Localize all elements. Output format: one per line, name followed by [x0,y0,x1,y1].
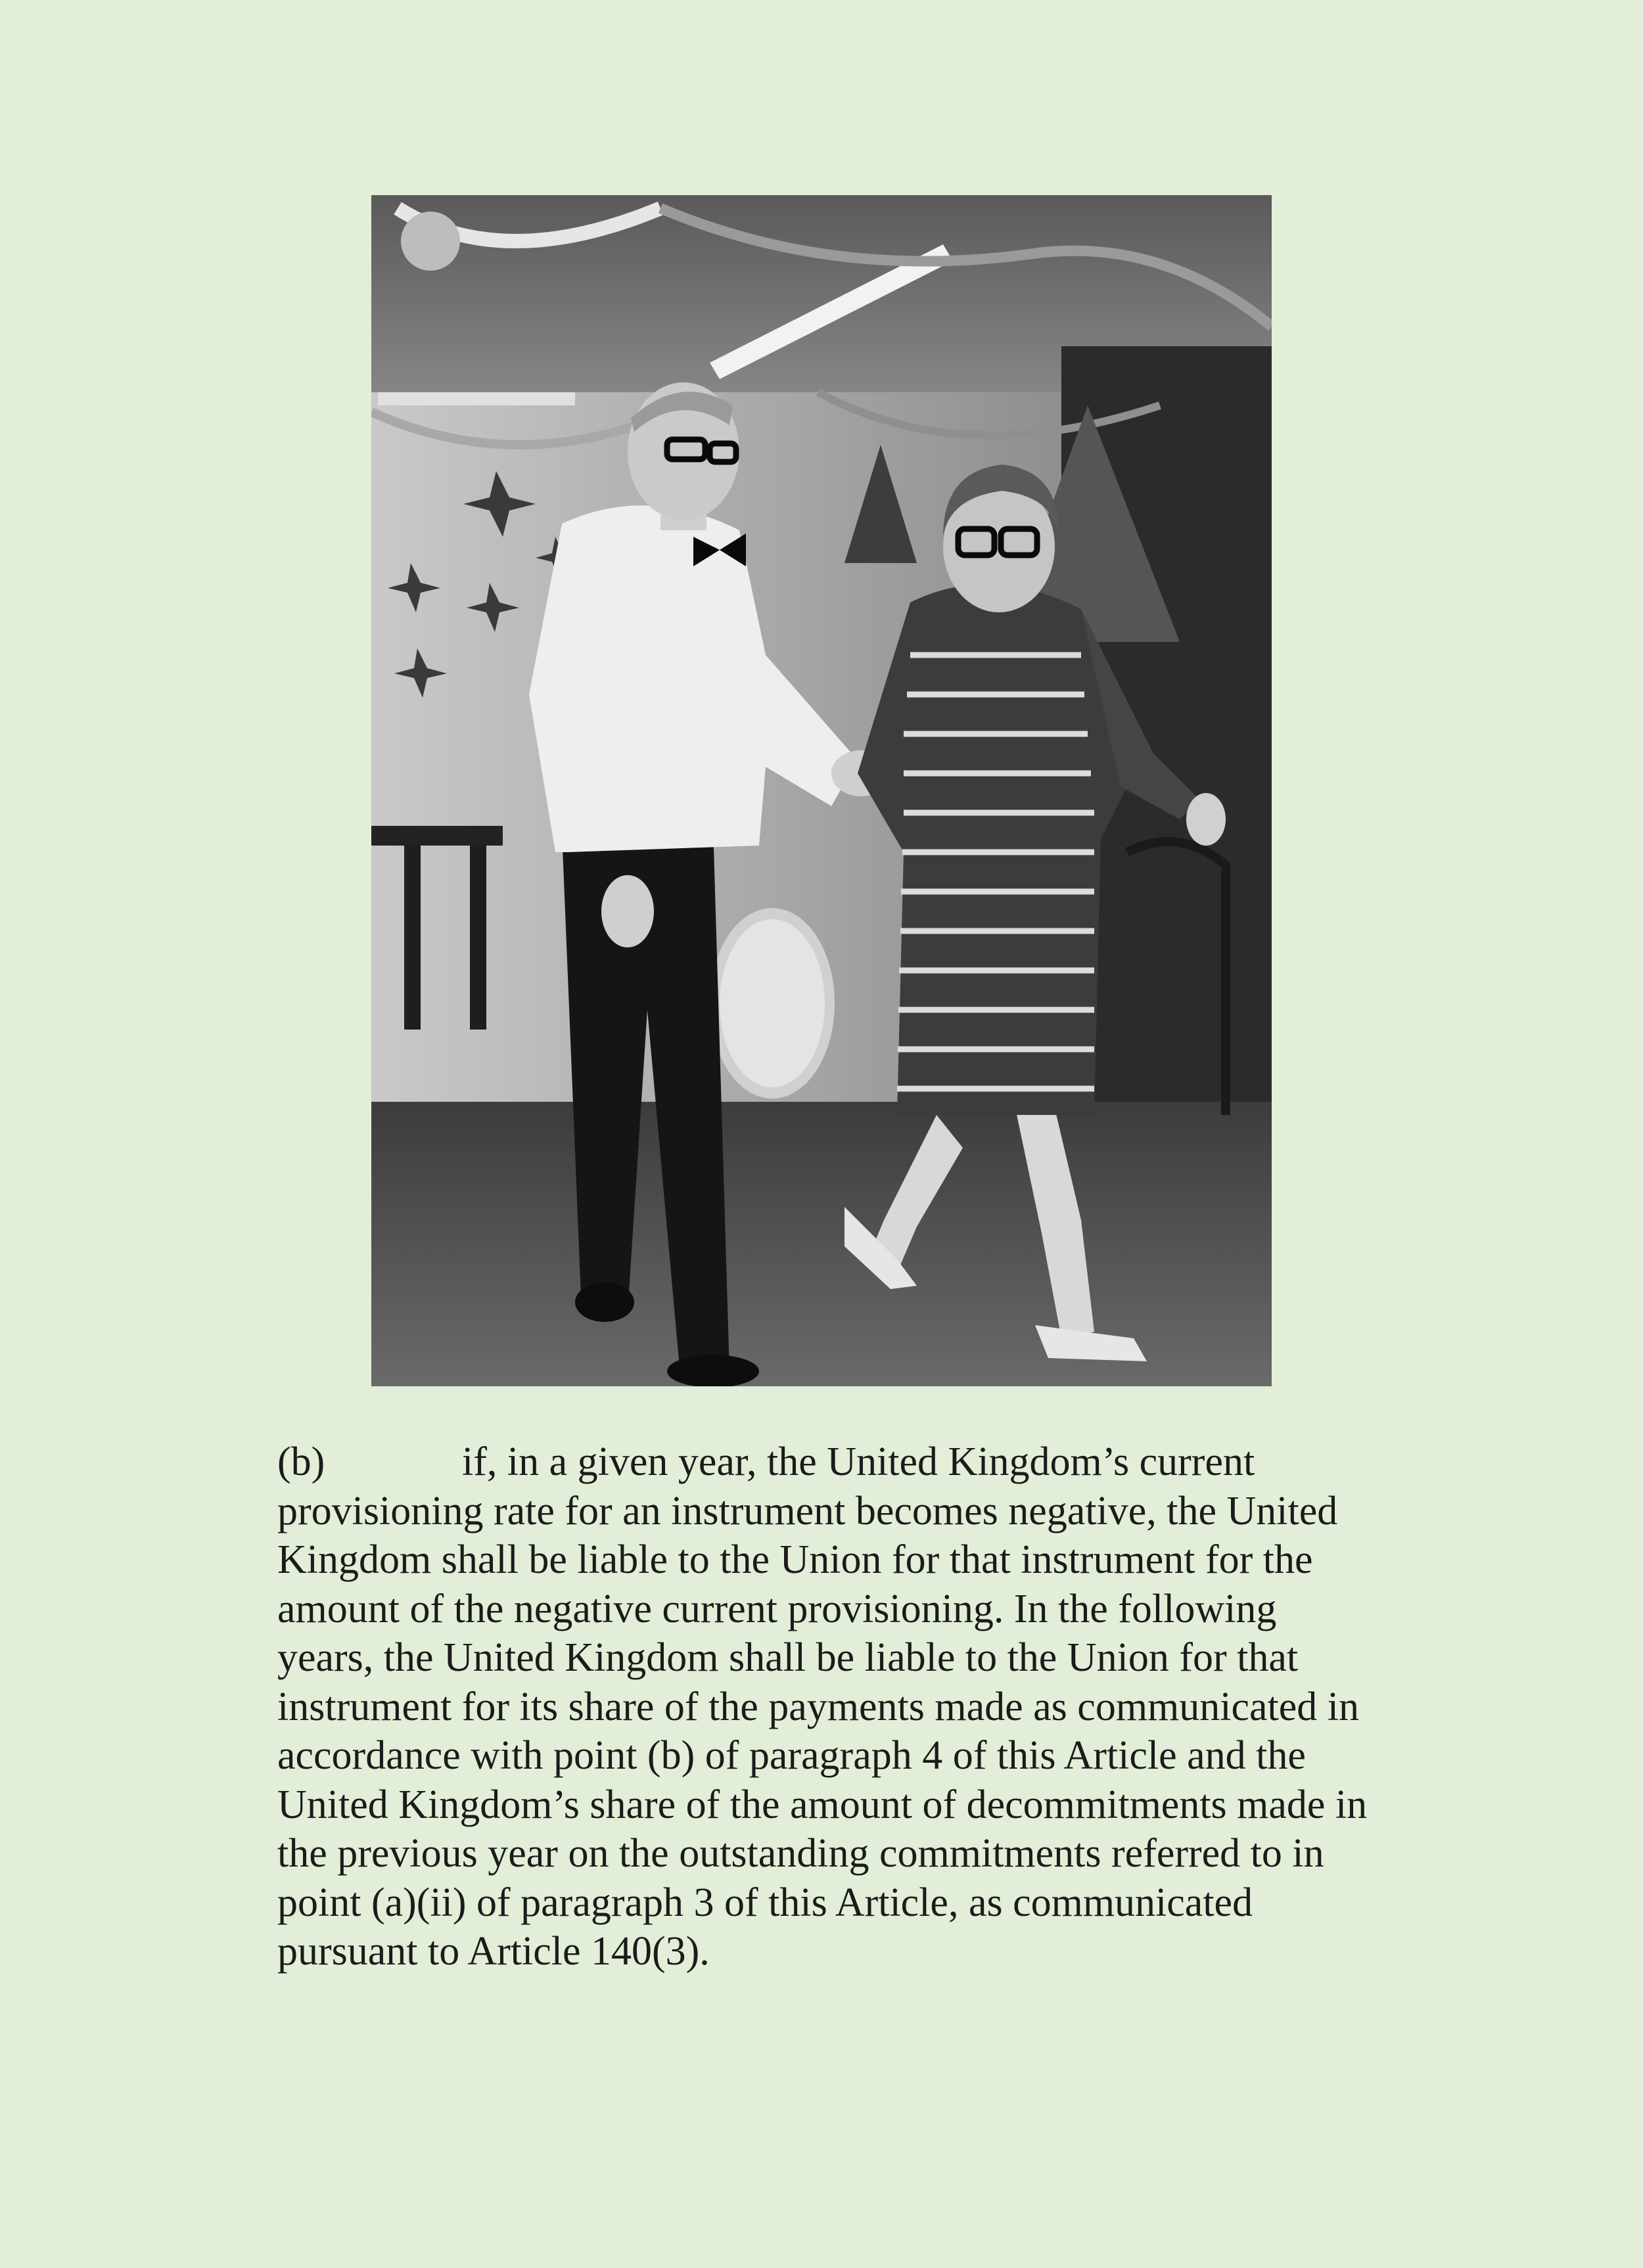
photograph [371,195,1272,1386]
photo-illustration [371,195,1272,1386]
clause-text: if, in a given year, the United Kingdom’s current provisioning rate for an instrument becomes negative, the United Kingdom shall be liable to the Union for that instrument for the amount of the negative current provisioning. In the following years, the United Kingdom shall be liable to the Union for that instrument for its share of the payments made as communicated in accordance with point (b) of paragraph 4 of this Article and the United Kingdom’s share of the amount of decommitments made in the previous year on the outstanding commitments referred to in point (a)(ii) of paragraph 3 of this Article, as communicated pursuant to Article 140(3). [277,1440,1368,1974]
clause-paragraph [277,1438,1381,1976]
clause-label: (b) [277,1440,325,1484]
